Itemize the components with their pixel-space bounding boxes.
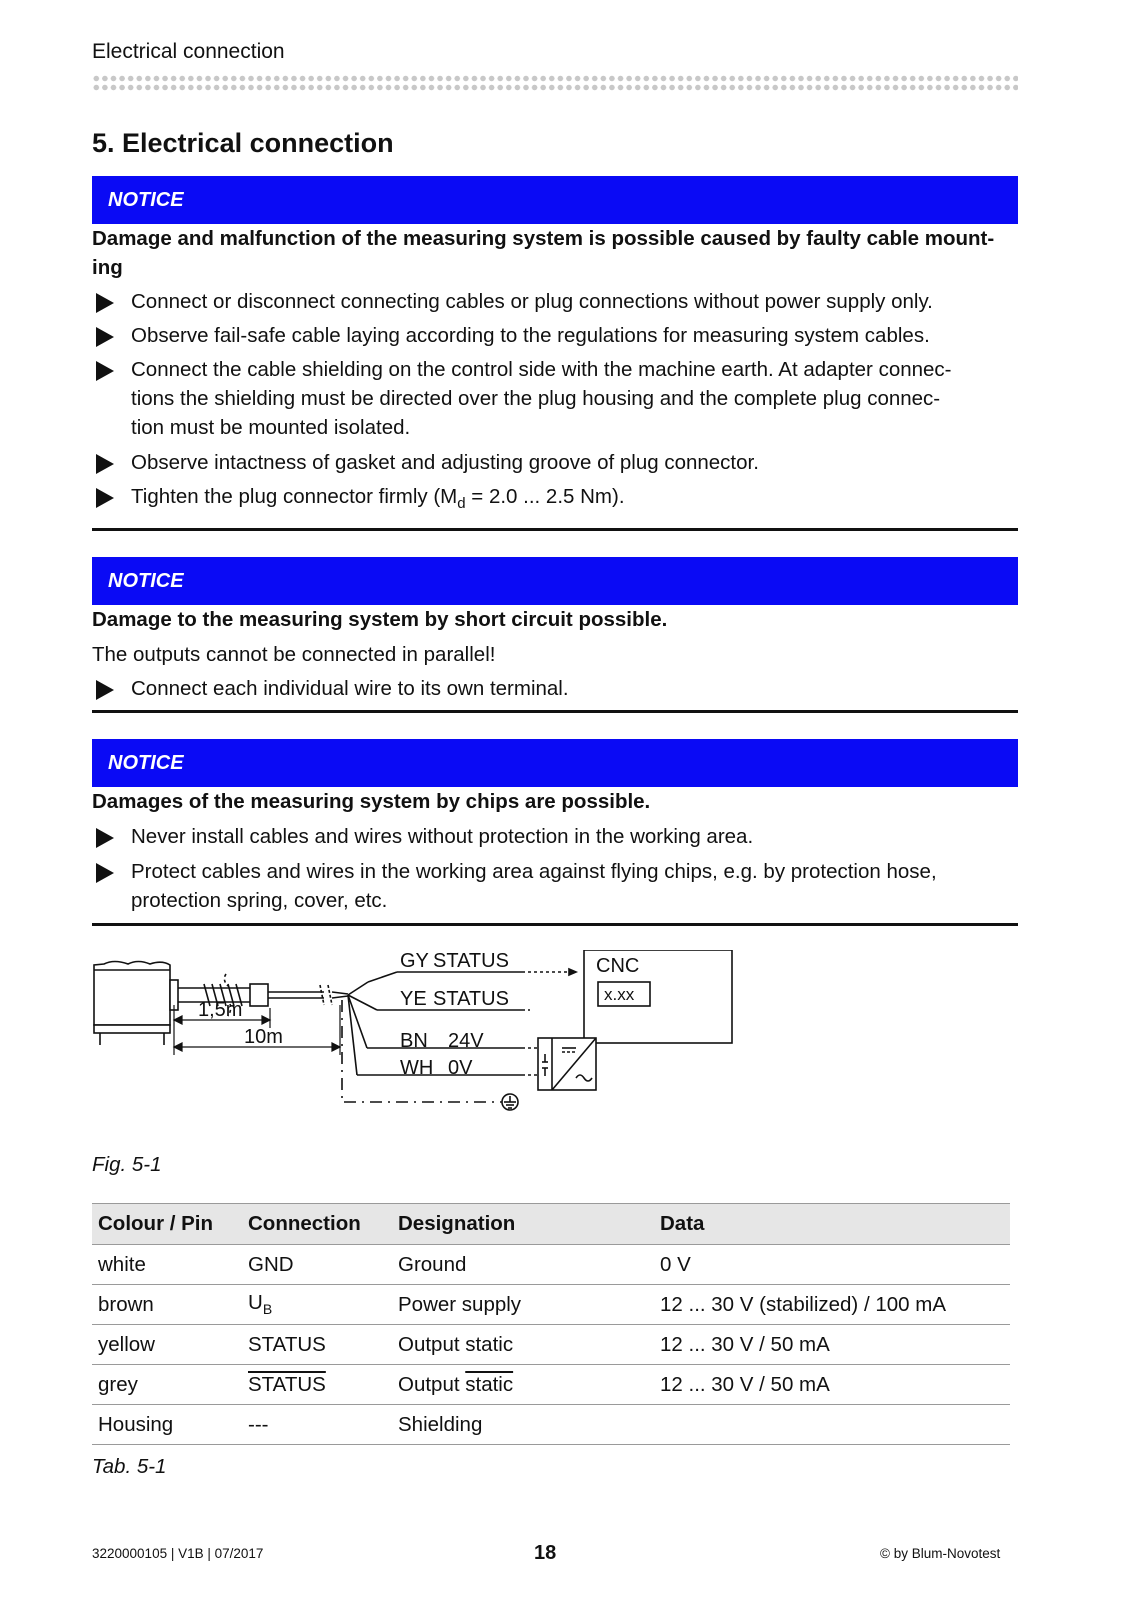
bullet-triangle-icon (96, 863, 114, 883)
table-row: Housing --- Shielding (92, 1405, 1010, 1445)
dimension-short-label: 1,5m (198, 999, 243, 1021)
bullet-triangle-icon (96, 680, 114, 700)
running-header: Electrical connection (92, 40, 285, 63)
plug-connector-icon (94, 962, 178, 1046)
bullet-triangle-icon (96, 454, 114, 474)
table-row: brown $U_B$ Power supply 12 ... 30 V (stabilized) / 100 mA (92, 1285, 1010, 1325)
table-row: yellow STATUS Output static 12 ... 30 V / 50 mA (92, 1325, 1010, 1365)
column-header: Designation (392, 1204, 654, 1245)
bullet-triangle-icon (96, 327, 114, 347)
notice-banner-1 (92, 176, 1018, 224)
pin-assignment-table (92, 1203, 1010, 1445)
notice-banner-3 (92, 739, 1018, 787)
footer-copyright: © by Blum-Novotest (880, 1546, 1001, 1561)
table-row: grey STATUS Output static 12 ... 30 V / 50 mA (92, 1365, 1010, 1405)
table-caption: Tab. 5-1 (92, 1455, 167, 1478)
notice-label: NOTICE (108, 752, 184, 774)
notice-label: NOTICE (108, 189, 184, 211)
column-header: Data (654, 1204, 1010, 1245)
section-title: 5. Electrical connection (92, 128, 394, 158)
wire-brown-signal: 24V (448, 1030, 484, 1052)
wire-white-code: WH (400, 1057, 434, 1079)
notice-banner-2 (92, 557, 1018, 605)
bullet-triangle-icon (96, 361, 114, 381)
notice-3-heading: Damages of the measuring system by chips are possible. (92, 790, 651, 813)
wiring-diagram (92, 950, 772, 1150)
section-rule (92, 923, 1018, 926)
table-header-row (92, 1204, 1010, 1245)
notice-1-heading-line-1: Damage and malfunction of the measuring system is possible caused by faulty cable mount- (92, 227, 995, 250)
dimension-long-label: 10m (244, 1026, 283, 1048)
wire-yellow-code: YE (400, 988, 427, 1010)
cnc-label: CNC (596, 955, 640, 977)
manual-page: Electrical connection 5. Electrical connection NOTICE Damage and malfunction of the measuring system is possible caused by faulty cable mount- ing Connect or disconnect connecting cables or plug connections without power supply only. Observe fail-safe cable laying according to the regulations for measuring system cables. Connect the cable shielding on the control side with the machine earth. At adapter connec- tions the shielding must be directed over the plug housing and the complete plug connec- tion must be mounted isolated. Observe intactness of gasket and adjusting groove of plug connector. Tighten the plug connector firmly ($M_d = 2.0$ ... 2.5 Nm). NOTICE Damage to the measuring system by short circuit possible. The outputs cannot be connected in parallel! Connect each individual wire to its own terminal. NOTICE Damages of the measuring system by chips are possible. Never install cables and wires without protection in the working area. Protect cables and wires in the working area against flying chips, e.g. by protection hose, protection spring, cover, etc. 1,5m 10m GY STATUS YE STATUS BN 24V WH 0V CNC x.xx Fig. 5-1 Colour / Pin Connection Designation Data white GND Ground 0 V brown $U_B$ Power supply 12 ... 30 V (stabilized) / 100 mA yellow STATUS Output static 12 ... 30 V / 50 mA grey STATUS Output static 12 ... 30 V / 50 mA Housing --- Shielding Tab. 5-1 3220000105 | V1B | 07/2017 18 © by Blum-Novotest (0, 0, 1130, 1600)
bullet-triangle-icon (96, 293, 114, 313)
notice-label: NOTICE (108, 570, 184, 592)
notice-2-heading: Damage to the measuring system by short circuit possible. (92, 608, 668, 631)
section-rule (92, 710, 1018, 713)
bullet-triangle-icon (96, 488, 114, 508)
section-rule (92, 528, 1018, 531)
wire-grey-code: GY (400, 950, 429, 972)
column-header: Connection (242, 1204, 392, 1245)
wire-white-signal: 0V (448, 1057, 473, 1079)
table-row: white GND Ground 0 V (92, 1245, 1010, 1285)
wire-grey-signal: STATUS (433, 950, 509, 972)
power-supply-icon (538, 1038, 596, 1090)
cnc-display-value: x.xx (604, 985, 635, 1004)
footer-page-number: 18 (534, 1542, 557, 1564)
footer-doc-id: 3220000105 | V1B | 07/2017 (92, 1546, 264, 1561)
wire-brown-code: BN (400, 1030, 428, 1052)
notice-1-heading-line-2: ing (92, 256, 123, 279)
column-header: Colour / Pin (92, 1204, 242, 1245)
wire-yellow-signal: STATUS (433, 988, 509, 1010)
earth-ground-icon (502, 1094, 518, 1110)
figure-caption: Fig. 5-1 (92, 1153, 162, 1176)
notice-2-text: The outputs cannot be connected in parallel! (92, 643, 496, 666)
bullet-triangle-icon (96, 828, 114, 848)
header-dot-divider (92, 74, 1018, 92)
